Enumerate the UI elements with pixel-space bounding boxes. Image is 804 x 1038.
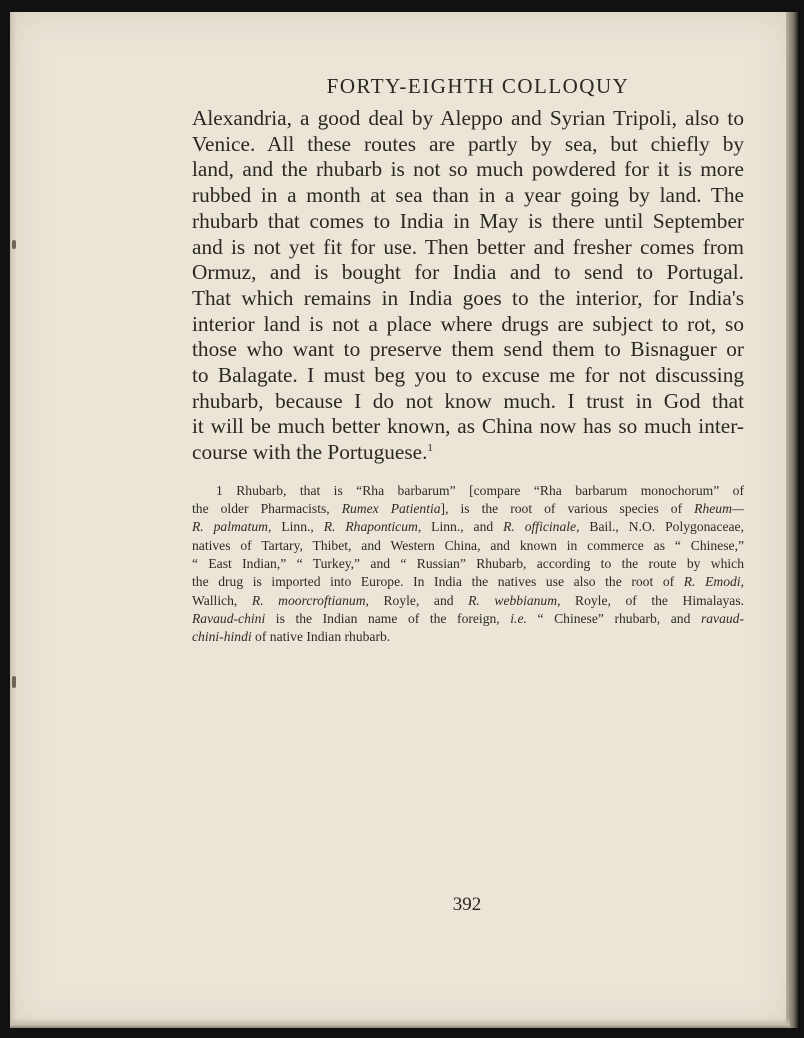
footnote-text: “ East Indian,” “ Turkey,” and “ Russian” Rhubarb, according to the route by which (192, 556, 744, 572)
running-head: FORTY-EIGHTH COLLOQUY (326, 74, 630, 98)
footnote-italic: R. Rhaponticum (323, 519, 418, 535)
footnote-text: ], is the root of various species of (440, 501, 695, 517)
body-line: it will be much better known, as China now has so much inter- (192, 414, 744, 439)
body-line-last (192, 440, 744, 466)
footnote-italic: R. moorcroftianum (251, 592, 366, 608)
text-block (192, 72, 744, 647)
footnote-text: , Royle, and (365, 592, 469, 608)
footnote-text: Wallich, (192, 592, 252, 608)
footnote-line (192, 628, 744, 646)
footnote (192, 482, 744, 647)
footnote-text: , Bail., N.O. Polygonaceae, (576, 519, 744, 535)
footnote-italic: R. palmatum (192, 519, 268, 535)
footnote-text: , Linn., and (417, 519, 504, 535)
footnote-line (192, 518, 744, 536)
footnote-line (192, 573, 744, 591)
footnote-line (192, 610, 744, 628)
page-number: 392 (452, 894, 482, 915)
body-line: and is not yet fit for use. Then better and fresher comes from (192, 234, 744, 259)
body-line: Venice. All these routes are partly by sea, but chiefly by (192, 131, 744, 156)
body-line-text: course with the Portuguese. (192, 440, 428, 465)
footnote-line (192, 500, 744, 518)
footnote-text: , Royle, of the Himalayas. (557, 592, 745, 608)
body-line: rubbed in a month at sea than in a year going by land. The (192, 183, 744, 208)
footnote-italic: R. webbianum (468, 592, 558, 608)
footnote-italic: i.e. (510, 610, 527, 626)
footnote-italic: Rheum— (694, 501, 744, 517)
footnote-italic: R. Emodi, (683, 574, 744, 590)
footnote-text: is the Indian name of the foreign, (265, 610, 511, 626)
footnote-line (192, 592, 744, 610)
body-line: those who want to preserve them send them to Bisnaguer or (192, 337, 744, 362)
footnote-text: the drug is imported into Europe. In India the natives use also the root of (192, 574, 684, 590)
body-line: rhubarb, because I do not know much. I trust in God that (192, 388, 744, 413)
footnote-line (192, 537, 744, 555)
footnote-text: the older Pharmacists, (192, 501, 342, 517)
page-right-edge-shadow (786, 12, 798, 1028)
body-paragraph (192, 106, 744, 466)
footnote-reference: 1 (427, 442, 433, 455)
body-line: Alexandria, a good deal by Aleppo and Syrian Tripoli, also to (192, 106, 744, 130)
body-line: interior land is not a place where drugs are subject to rot, so (192, 311, 744, 336)
binding-mark (12, 240, 16, 249)
footnote-italic: Ravaud-chini (192, 610, 266, 626)
body-line: land, and the rhubarb is not so much powdered for it is more (192, 157, 744, 182)
footnote-text: “ Chinese” rhubarb, and (526, 610, 701, 626)
body-line: to Balagate. I must beg you to excuse me for not discussing (192, 363, 744, 388)
footnote-text: 1 Rhubarb, that is “Rha barbarum” [compare “Rha barbarum monochorum” of (216, 482, 744, 498)
body-line: rhubarb that comes to India in May is there until September (192, 208, 744, 233)
footnote-italic: R. officinale (503, 519, 577, 535)
footnote-text: , Linn., (268, 519, 324, 535)
page-bottom-edge (10, 1018, 790, 1028)
footnote-line (192, 555, 744, 573)
footnote-text: of native Indian rhubarb. (251, 629, 391, 645)
footnote-italic: Rumex Patientia (341, 501, 441, 517)
footnote-italic: ravaud- (700, 610, 744, 626)
footnote-line (192, 482, 744, 500)
footnote-text: natives of Tartary, Thibet, and Western China, and known in commerce as “ Chinese,” (192, 537, 744, 553)
body-line: That which remains in India goes to the interior, for India's (192, 285, 744, 310)
footnote-italic: chini-hindi (192, 629, 252, 645)
page-left-edge (10, 12, 16, 1028)
binding-mark (12, 676, 16, 688)
body-line: Ormuz, and is bought for India and to send to Portugal. (192, 260, 744, 285)
